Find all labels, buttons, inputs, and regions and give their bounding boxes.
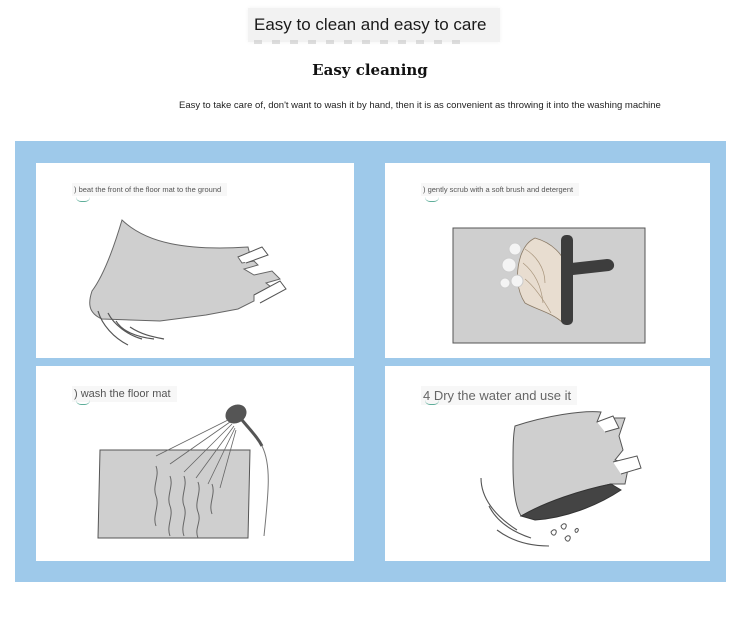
page-description: Easy to take care of, don't want to wash it by hand, then it is as convenient as throwing it into the washing machine — [179, 100, 661, 111]
step-card-4 — [385, 366, 710, 561]
step-1-label: ) beat the front of the floor mat to the ground — [72, 183, 227, 196]
banner-text: Easy to clean and easy to care — [254, 15, 487, 34]
shower-head-illustration — [36, 366, 354, 561]
brush-illustration — [385, 163, 710, 358]
step-card-2 — [385, 163, 710, 358]
step-2-label: ) gently scrub with a soft brush and detergent — [421, 183, 579, 196]
step-4-label: 4 Dry the water and use it — [421, 386, 577, 405]
steps-panel — [15, 141, 726, 582]
water-drop-illustration — [385, 366, 710, 561]
floor-mat-illustration — [36, 163, 354, 358]
step-3-label: ) wash the floor mat — [72, 386, 177, 402]
top-banner — [248, 8, 500, 42]
banner-decoration — [254, 40, 464, 44]
step-card-3 — [36, 366, 354, 561]
step-card-1 — [36, 163, 354, 358]
page-title: Easy cleaning — [312, 61, 428, 79]
